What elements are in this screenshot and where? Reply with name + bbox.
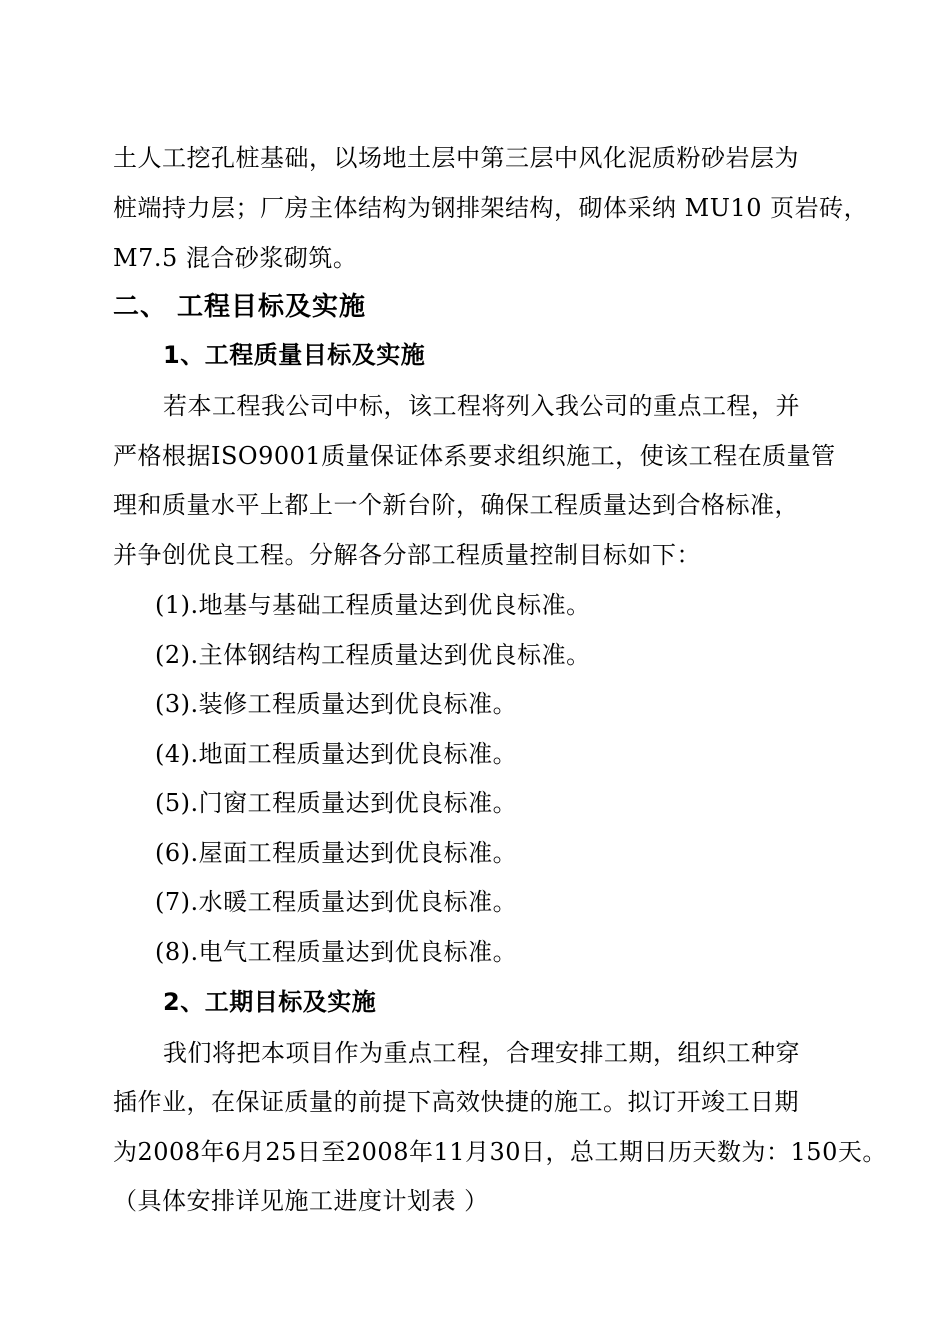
intro-line-1: 土人工挖孔桩基础，以场地土层中第三层中风化泥质粉砂岩层为 [113, 144, 799, 172]
subsection-1-heading: 1、工程质量目标及实施 [163, 341, 426, 369]
quality-item: (6).屋面工程质量达到优良标准。 [155, 839, 518, 867]
quality-item: (5).门窗工程质量达到优良标准。 [155, 789, 518, 817]
quality-item: (8).电气工程质量达到优良标准。 [155, 938, 518, 966]
quality-item: (1).地基与基础工程质量达到优良标准。 [155, 591, 591, 619]
schedule-para-line-1: 我们将把本项目作为重点工程，合理安排工期，组织工种穿 [163, 1039, 800, 1067]
intro-line-3: M7.5 混合砂浆砌筑。 [113, 244, 358, 272]
quality-item: (4).地面工程质量达到优良标准。 [155, 740, 518, 768]
quality-para-line-1: 若本工程我公司中标，该工程将列入我公司的重点工程，并 [163, 392, 800, 420]
quality-para-line-3: 理和质量水平上都上一个新台阶，确保工程质量达到合格标准， [113, 491, 799, 519]
schedule-note: （具体安排详见施工进度计划表 ） [113, 1187, 489, 1215]
intro-line-2: 桩端持力层；厂房主体结构为钢排架结构，砌体采纳 MU10 页岩砖， [113, 194, 869, 222]
section-heading: 二、 工程目标及实施 [113, 292, 367, 322]
schedule-para-line-3: 为2008年6月25日至2008年11月30日，总工期日历天数为：150天。 [113, 1138, 887, 1166]
quality-para-line-4: 并争创优良工程。分解各分部工程质量控制目标如下： [113, 541, 701, 569]
schedule-para-line-2: 插作业，在保证质量的前提下高效快捷的施工。拟订开竣工日期 [113, 1088, 799, 1116]
subsection-2-heading: 2、工期目标及实施 [163, 988, 377, 1016]
quality-para-line-2: 严格根据ISO9001质量保证体系要求组织施工，使该工程在质量管 [113, 442, 836, 470]
quality-item: (2).主体钢结构工程质量达到优良标准。 [155, 641, 591, 669]
quality-item: (7).水暖工程质量达到优良标准。 [155, 888, 518, 916]
quality-item: (3).装修工程质量达到优良标准。 [155, 690, 518, 718]
